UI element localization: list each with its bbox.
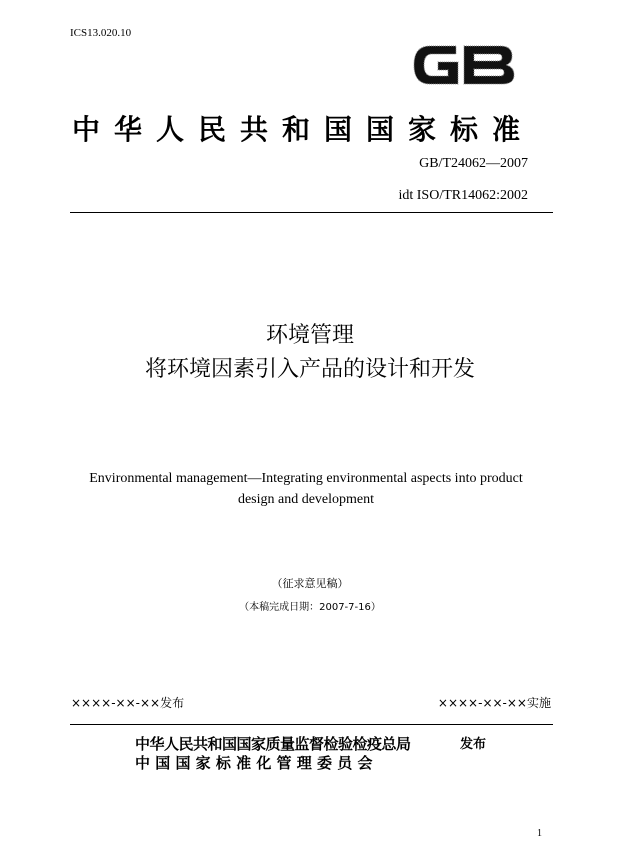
draft-date: （本稿完成日期：2007-7-16） — [239, 602, 381, 613]
header-title: 中华人民共和国国家标准 — [72, 113, 535, 146]
title-en-line2: design and development — [237, 492, 375, 507]
title-en-line1: Environmental management—Integrating environmental aspects into product — [89, 471, 523, 486]
page-number: 1 — [537, 828, 542, 839]
draft-status: （征求意见稿） — [271, 577, 349, 590]
issue-date: ××××-××-××发布 — [71, 696, 185, 710]
header-divider — [70, 212, 553, 213]
issue-label: 发布 — [460, 737, 487, 752]
ics-code: ICS13.020.10 — [70, 27, 132, 39]
title-cn-line2: 将环境因素引入产品的设计和开发 — [144, 357, 475, 382]
footer-divider — [70, 724, 553, 725]
identical-standard: idt ISO/TR14062:2002 — [398, 188, 528, 203]
title-cn-line1: 环境管理 — [265, 323, 354, 348]
standard-number: GB/T24062—2007 — [419, 156, 528, 171]
gb-logo — [408, 36, 520, 94]
issuer-line2: 中 国 国 家 标 准 化 管 理 委 员 会 — [135, 754, 373, 772]
issuer-line1: 中华人民共和国国家质量监督检验检疫总局 — [135, 735, 411, 753]
implement-date: ××××-××-××实施 — [437, 696, 551, 710]
